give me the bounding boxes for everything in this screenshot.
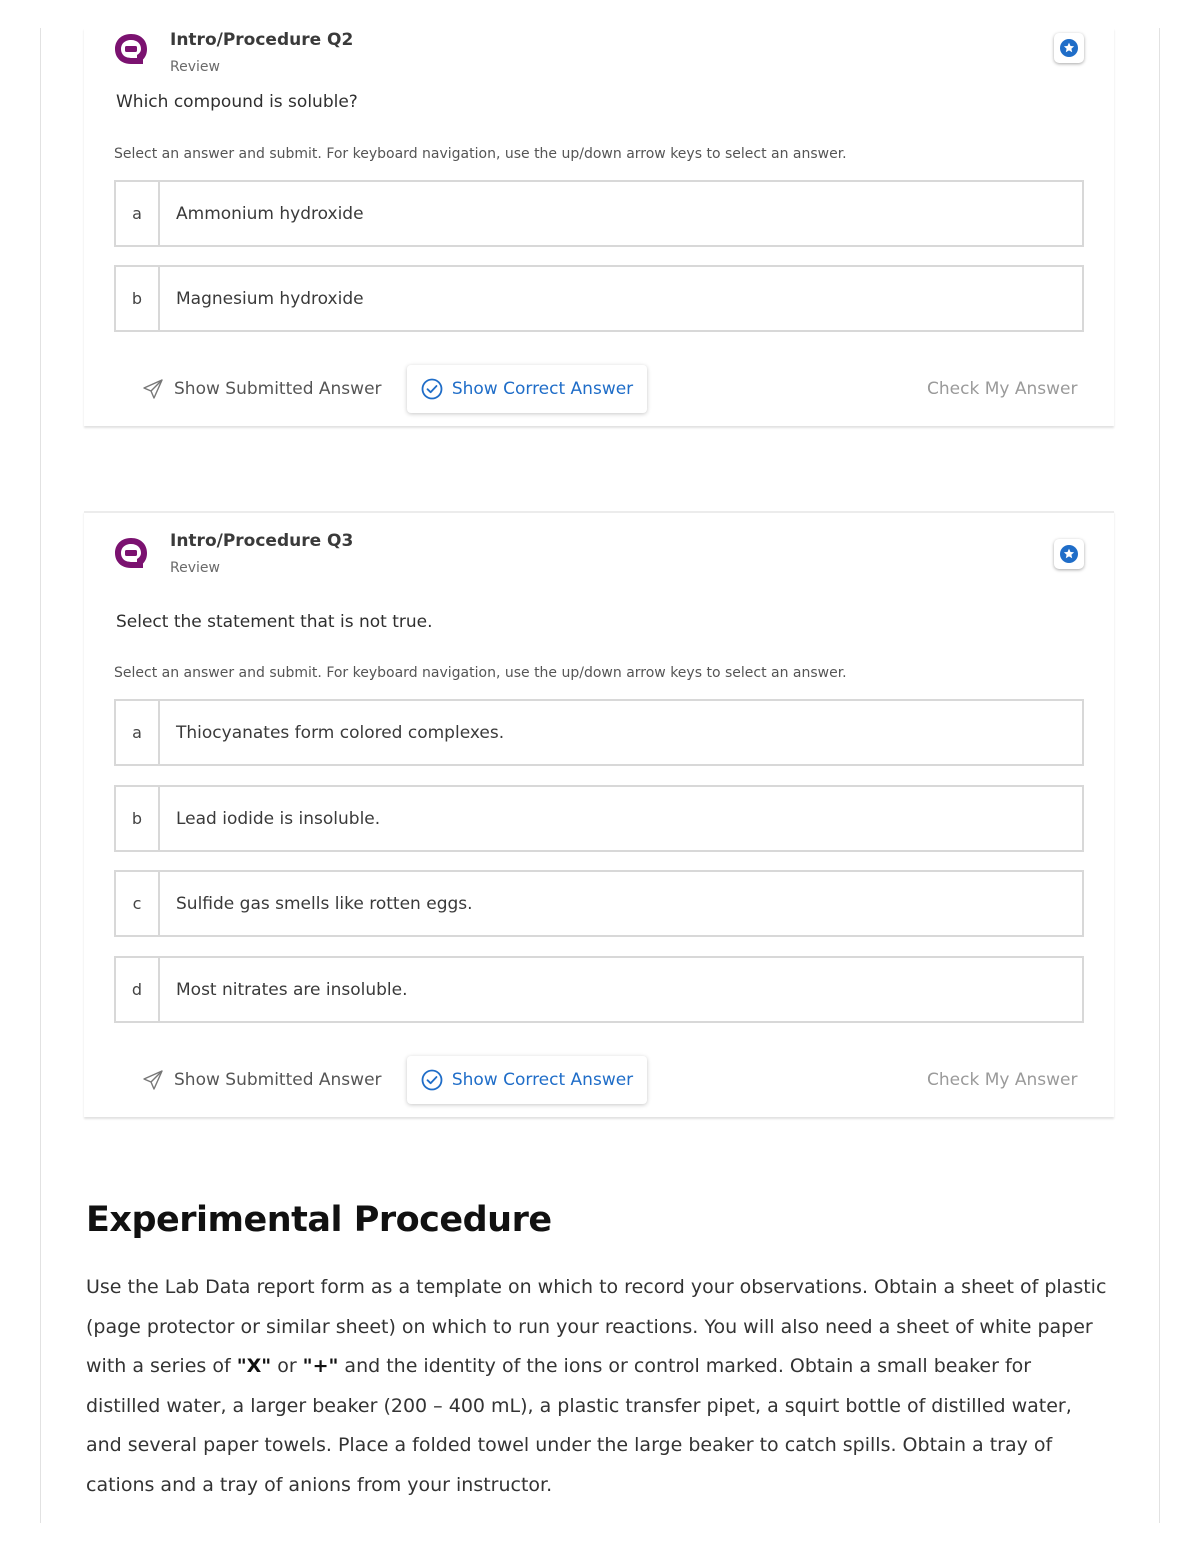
question-chat-logo-icon: [112, 535, 150, 573]
answer-option-a[interactable]: [114, 180, 1084, 247]
check-my-answer-button[interactable]: [927, 365, 1077, 413]
answer-option-a[interactable]: [114, 699, 1084, 766]
show-correct-answer-button[interactable]: [407, 1056, 647, 1104]
page-right-border: [1159, 28, 1160, 1523]
answer-actions: [84, 1056, 1114, 1104]
procedure-paragraph: [86, 1268, 1110, 1505]
question-prompt: Which compound is soluble?: [116, 92, 358, 112]
page-left-border: [40, 28, 41, 1523]
option-text: Most nitrates are insoluble.: [176, 979, 408, 1000]
bookmark-button[interactable]: [1054, 33, 1084, 63]
option-letter: d: [116, 958, 160, 1021]
answer-option-b[interactable]: [114, 265, 1084, 332]
question-prompt: Select the statement that is not true.: [116, 612, 433, 632]
option-letter: a: [116, 701, 160, 764]
procedure-mark-x: "X": [236, 1355, 272, 1377]
question-card-q2: [84, 28, 1114, 426]
option-letter: b: [116, 787, 160, 850]
answer-option-b[interactable]: [114, 785, 1084, 852]
bookmark-button[interactable]: [1054, 539, 1084, 569]
option-text: Sulfide gas smells like rotten eggs.: [176, 893, 473, 914]
procedure-text-part: Use the Lab Data report form as a template on which to record your observations. Obtain a sheet of plastic (page protector or similar sheet) on which to run your reactions. You will also need a sheet of white paper with a series of: [86, 1276, 1107, 1377]
question-subtitle: Review: [170, 560, 220, 576]
check-circle-icon: [421, 1069, 443, 1091]
check-my-answer-label: Check My Answer: [927, 1070, 1078, 1090]
paper-plane-icon: [142, 1069, 164, 1091]
option-text: Ammonium hydroxide: [176, 203, 364, 224]
question-instructions: Select an answer and submit. For keyboard navigation, use the up/down arrow keys to select an answer.: [114, 665, 847, 681]
show-correct-answer-label: Show Correct Answer: [451, 379, 634, 399]
star-badge-icon: [1059, 38, 1079, 58]
procedure-mark-plus: "+": [302, 1355, 339, 1377]
check-my-answer-button[interactable]: [927, 1056, 1077, 1104]
check-my-answer-label: Check My Answer: [927, 379, 1078, 399]
question-card-q3: [84, 511, 1114, 1117]
show-submitted-answer-label: Show Submitted Answer: [174, 1070, 382, 1090]
star-badge-icon: [1059, 544, 1079, 564]
show-submitted-answer-label: Show Submitted Answer: [174, 379, 382, 399]
option-text: Lead iodide is insoluble.: [176, 808, 381, 829]
show-correct-answer-label: Show Correct Answer: [451, 1070, 634, 1090]
procedure-text-part: and the identity of the ions or control marked. Obtain a small beaker for distilled water, a larger beaker (200 – 400 mL), a plastic transfer pipet, a squirt bottle of distilled water, and several paper towels. Place a folded towel under the large beaker to catch spills. Obtain a tray of cations and a tray of anions from your instructor.: [86, 1355, 1072, 1496]
option-text: Magnesium hydroxide: [176, 288, 364, 309]
question-title: Intro/Procedure Q3: [170, 531, 354, 551]
paper-plane-icon: [142, 378, 164, 400]
show-correct-answer-button[interactable]: [407, 365, 647, 413]
answer-actions: [84, 365, 1114, 413]
question-title: Intro/Procedure Q2: [170, 30, 354, 50]
question-instructions: Select an answer and submit. For keyboard navigation, use the up/down arrow keys to select an answer.: [114, 146, 847, 162]
option-text: Thiocyanates form colored complexes.: [176, 722, 505, 743]
procedure-text-part: or: [271, 1355, 303, 1377]
answer-option-d[interactable]: [114, 956, 1084, 1023]
section-heading: Experimental Procedure: [86, 1200, 552, 1240]
show-submitted-answer-button[interactable]: [142, 1056, 382, 1104]
question-chat-logo-icon: [112, 31, 150, 69]
option-letter: b: [116, 267, 160, 330]
option-letter: a: [116, 182, 160, 245]
answer-option-c[interactable]: [114, 870, 1084, 937]
check-circle-icon: [421, 378, 443, 400]
show-submitted-answer-button[interactable]: [142, 365, 382, 413]
question-subtitle: Review: [170, 59, 220, 75]
option-letter: c: [116, 872, 160, 935]
